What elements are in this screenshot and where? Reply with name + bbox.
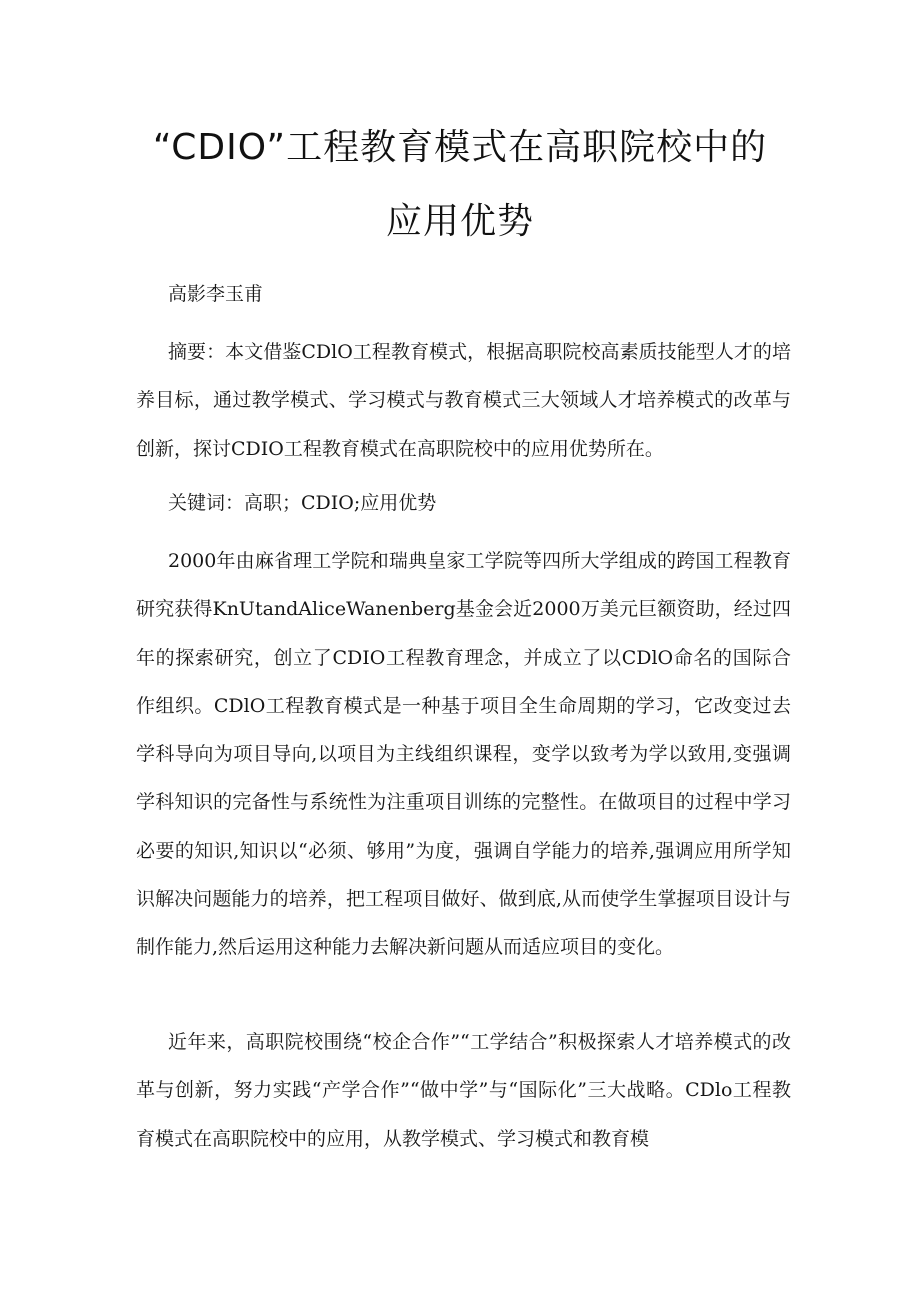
title-line-1: “CDIO”工程教育模式在高职院校中的 <box>152 127 768 168</box>
body-paragraph-1: 2000年由麻省理工学院和瑞典皇家工学院等四所大学组成的跨国工程教育研究获得KnUtandAliceWanenberg基金会近2000万美元巨额资助，经过四年的探索研究，创立了CDIO工程教育理念，并成立了以CDlO命名的国际合作组织。CDlO工程教育模式是一种基于项目全生命周期的学习，它改变过去学科导向为项目导向,以项目为主线组织课程，变学以致考为学以致用,变强调学科知识的完备性与系统性为注重项目训练的完整性。在做项目的过程中学习必要的知识,知识以“必须、够用”为度，强调自学能力的培养,强调应用所学知识解决问题能力的培养，把工程项目做好、做到底,从而使学生掌握项目设计与制作能力,然后运用这种能力去解决新问题从而适应项目的变化。 <box>136 550 791 959</box>
body-paragraph-2: 近年来，高职院校围绕“校企合作”“工学结合”积极探索人才培养模式的改革与创新，努力实践“产学合作”“做中学”与“国际化”三大战略。CDlo工程教育模式在高职院校中的应用，从教学模式、学习模式和教育模 <box>136 1031 791 1150</box>
title-line-2: 应用优势 <box>385 201 534 242</box>
keywords: 关键词：高职；CDIO;应用优势 <box>168 492 437 514</box>
authors: 高影李玉甫 <box>168 283 264 305</box>
abstract-paragraph: 摘要：本文借鉴CDlO工程教育模式，根据高职院校高素质技能型人才的培养目标，通过教学模式、学习模式与教育模式三大领域人才培养模式的改革与创新，探讨CDIO工程教育模式在高职院校中的应用优势所在。 <box>136 341 791 460</box>
